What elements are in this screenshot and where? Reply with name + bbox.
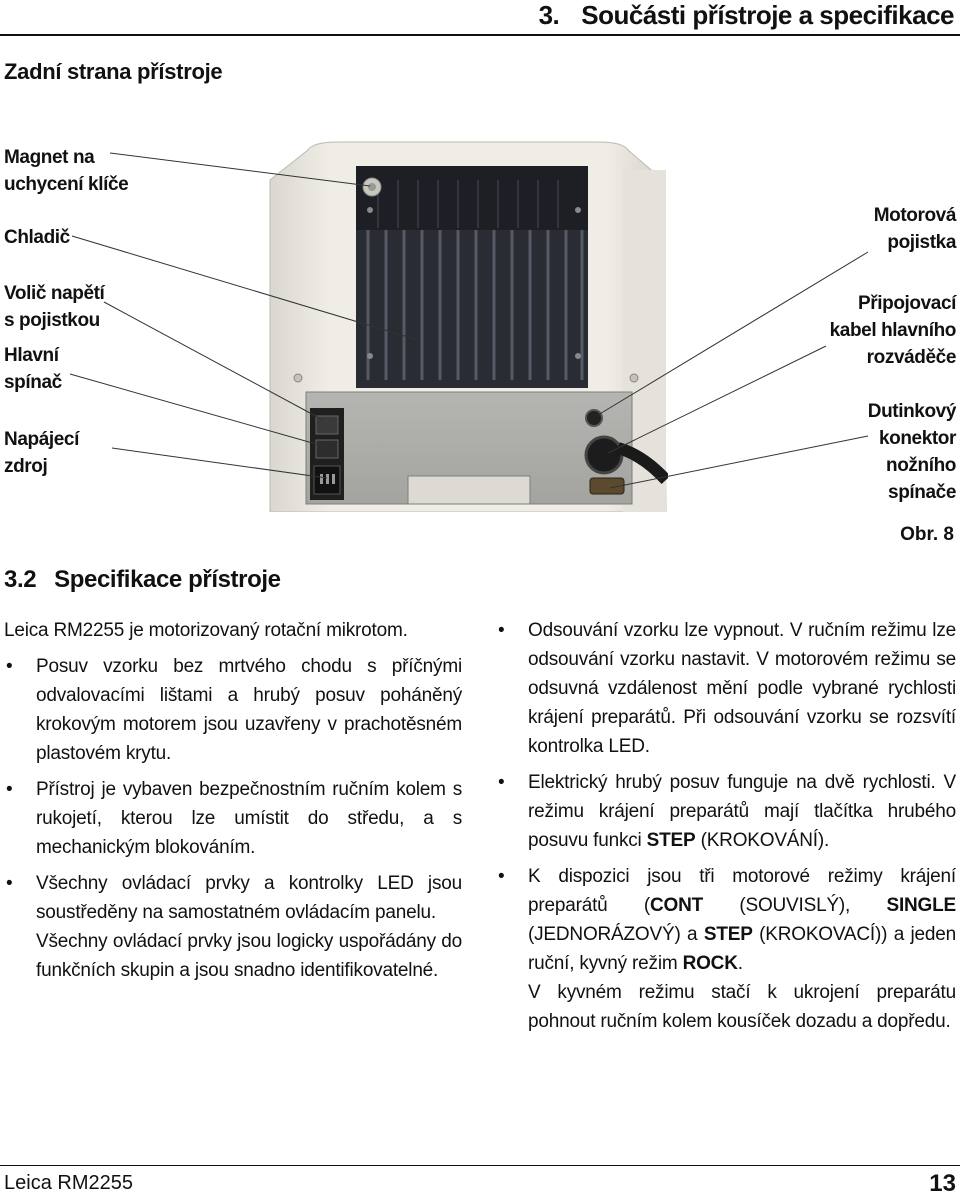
label-heatsink (4, 224, 70, 251)
label-cable-line3: rozváděče (866, 347, 956, 368)
spec-left-item-3-text: Všechny ovládací prvky a kontrolky LED jsou soustředěny na samostatném ovládacím panelu. (36, 873, 462, 923)
chapter-number: 3. (538, 0, 560, 30)
mode-step: STEP (646, 830, 696, 851)
spec-right-item-3 (496, 862, 956, 978)
label-cable-line2: kabel hlavního (829, 320, 956, 341)
label-magnet (4, 144, 128, 198)
label-footswitch (868, 398, 956, 506)
spec-right-item-2-end: (KROKOVÁNÍ). (695, 830, 830, 851)
footswitch-socket-icon (590, 478, 624, 494)
label-fuse-line2: pojistka (887, 232, 956, 253)
spec-section-number: 3.2 (4, 566, 37, 593)
page-number: 13 (929, 1170, 956, 1197)
spec-left-item-2 (4, 775, 462, 862)
chapter-title: Součásti přístroje a specifikace (581, 0, 954, 30)
voltage-selector-icon (316, 416, 338, 434)
label-supply-line2: zdroj (4, 456, 48, 477)
label-motor-fuse (874, 202, 956, 256)
spec-left-item-2-text: Přístroj je vybaven bezpečnostním ručním kolem s rukojetí, kterou lze umístit do středu, a s mechanickým blokováním. (36, 779, 462, 858)
label-supply-line1: Napájecí (4, 429, 79, 450)
bullet-icon: • (498, 772, 505, 793)
mode-single: SINGLE (886, 895, 956, 916)
bullet-icon: • (6, 779, 13, 800)
label-switch-line2: spínač (4, 372, 62, 393)
label-power-supply (4, 426, 79, 480)
spec-intro: Leica RM2255 je motorizovaný rotační mikrotom. (4, 620, 408, 641)
spec-section-title (4, 566, 281, 594)
spec-right-column (496, 616, 956, 1036)
spec-section-label: Specifikace přístroje (54, 566, 281, 593)
chapter-header (539, 0, 954, 31)
footer-product: Leica RM2255 (4, 1172, 133, 1194)
spec-right-item-2 (496, 768, 956, 855)
mode-step: STEP (703, 924, 753, 945)
label-foot-line2: konektor (878, 428, 956, 449)
spec-left-item-1-text: Posuv vzorku bez mrtvého chodu s příčnými odvalovacími lištami a hrubý posuv poháněný krokovým motorem jsou uzavřeny v prachotěsném plastovém krytu. (36, 656, 462, 764)
section-title: Zadní strana přístroje (4, 59, 223, 84)
spec-right-item-3-text: K dispozici jsou tři motorové režimy krájení preparátů ( (528, 866, 956, 916)
bullet-icon: • (6, 873, 13, 894)
label-voltage-line2: s pojistkou (4, 310, 100, 331)
label-foot-line4: spínače (888, 482, 956, 503)
label-foot-line3: nožního (885, 455, 956, 476)
mains-cable-connector (586, 437, 622, 473)
spec-right-continuation: V kyvném režimu stačí k ukrojení preparátu pohnout ručním kolem kousíček dozadu a dopředu. (528, 982, 956, 1032)
spec-right-item-3-t3: (JEDNORÁZOVÝ) a (528, 924, 704, 945)
spec-right-item-3-t4: (KROKOVACÍ)) a jeden ruční, kyvný režim (528, 924, 957, 974)
bullet-icon: • (498, 620, 505, 641)
figure-caption: Obr. 8 (900, 524, 954, 545)
label-voltage-selector (4, 280, 104, 334)
label-fuse-line1: Motorová (873, 205, 956, 226)
main-switch-icon (316, 440, 338, 458)
spec-left-item-1 (4, 652, 462, 768)
label-magnet-line2: uchycení klíče (4, 174, 129, 195)
mode-cont: CONT (650, 895, 704, 916)
label-magnet-line1: Magnet na (4, 147, 95, 168)
bullet-icon: • (6, 656, 13, 677)
spec-left-continuation: Všechny ovládací prvky jsou logicky uspořádány do funkčních skupin a jsou snadno identifikovatelné. (36, 931, 462, 981)
spec-right-item-1 (496, 616, 956, 761)
motor-fuse-icon (586, 410, 602, 426)
device-rear-figure (268, 140, 668, 512)
spec-right-item-1-text: Odsouvání vzorku lze vypnout. V ručním režimu lze odsouvání vzorku nastavit. V motorovém režimu se odsuvná vzdálenost mění podle vybrané rychlosti krájení preparátů. Při odsouvání vzorku se rozsvítí kontrolka LED. (528, 620, 956, 757)
spec-right-item-2-text: Elektrický hrubý posuv funguje na dvě rychlosti. V režimu krájení preparátů mají tlačítka hrubého posuvu funkci (528, 772, 956, 851)
spec-right-item-3-t5: . (737, 953, 743, 974)
header-rule (0, 34, 960, 36)
spec-left-column (4, 616, 462, 985)
label-mains-cable (830, 290, 956, 371)
spec-right-item-3-t2: (SOUVISLÝ), (703, 895, 887, 916)
bullet-icon: • (498, 866, 505, 887)
mode-rock: ROCK (682, 953, 738, 974)
label-heatsink-line1: Chladič (4, 227, 70, 248)
label-main-switch (4, 342, 62, 396)
label-switch-line1: Hlavní (4, 345, 59, 366)
spec-left-item-3 (4, 869, 462, 927)
footer-rule (0, 1165, 960, 1166)
label-foot-line1: Dutinkový (867, 401, 956, 422)
label-cable-line1: Připojovací (857, 293, 956, 314)
label-voltage-line1: Volič napětí (4, 283, 105, 304)
